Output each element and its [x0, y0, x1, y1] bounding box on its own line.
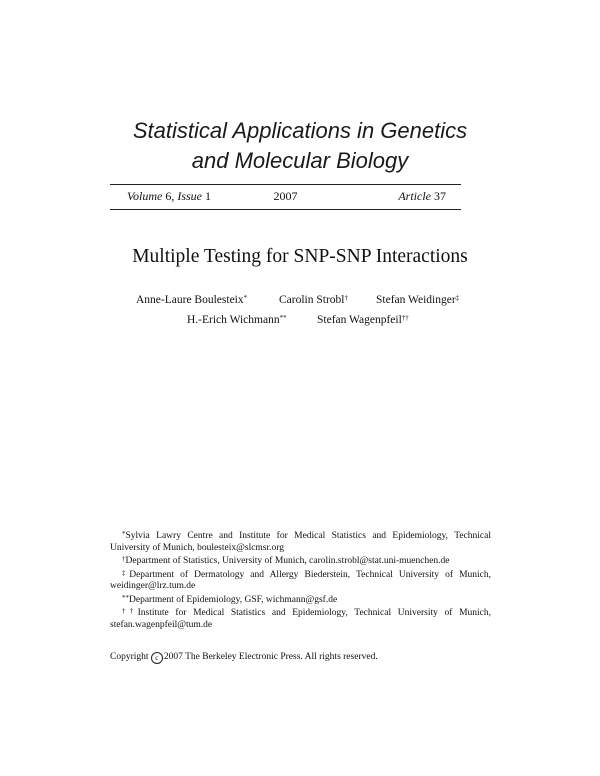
footnote [110, 531, 491, 554]
footnote-text: Department of Dermatology and Allergy Biederstein, Technical University of Munich, weidinger@lrz.tum.de [110, 569, 491, 591]
top-rule [110, 184, 461, 185]
issue-number: 1 [205, 189, 211, 203]
footnote-mark: ** [122, 593, 129, 602]
author-5 [317, 312, 409, 328]
footnote-mark: † [122, 555, 126, 563]
author-mark: ‡ [455, 294, 460, 302]
copyright-icon: c [151, 652, 163, 664]
year: 2007 [273, 189, 298, 203]
footnote-text: Department of Statistics, University of Munich, carolin.strobl@stat.uni-muenchen.de [125, 556, 450, 566]
copyright-text: 2007 The Berkeley Electronic Press. All rights reserved. [163, 652, 378, 662]
paper-title: Multiple Testing for SNP-SNP Interactions [132, 246, 468, 267]
journal-title [0, 116, 600, 176]
footnote-text: Institute for Medical Statistics and Epidemiology, Technical University of Munich, stefan.wagenpfeil@tum.de [110, 608, 492, 630]
volume-label: Volume [127, 189, 163, 203]
footnote [110, 570, 491, 593]
author-name: Carolin Strobl [279, 294, 345, 306]
article-label: Article [398, 189, 431, 203]
copyright-notice [110, 651, 378, 664]
author-name: Anne-Laure Boulesteix [136, 294, 244, 306]
author-1 [136, 292, 247, 308]
author-4 [187, 312, 287, 328]
affiliation-footnotes [110, 531, 491, 633]
footnote-mark: †† [122, 607, 138, 615]
issue-line [110, 187, 461, 205]
author-mark: †† [401, 314, 409, 322]
footnote-mark: ‡ [122, 568, 130, 577]
article-value: 37 [434, 189, 446, 203]
author-2 [279, 292, 348, 308]
bottom-rule [110, 209, 461, 210]
author-mark: ** [279, 314, 287, 322]
issue-label: Issue [177, 189, 202, 203]
footnote [110, 608, 491, 631]
author-mark: * [243, 294, 248, 302]
footnote-mark: * [122, 530, 126, 538]
footnote-text: Department of Epidemiology, GSF, wichmann@gsf.de [129, 594, 338, 605]
article-number [398, 187, 446, 205]
author-name: Stefan Wagenpfeil [317, 314, 402, 326]
author-3 [376, 292, 459, 308]
volume-issue: Volume 6, Issue 1 [127, 189, 211, 203]
footnote [110, 556, 491, 568]
volume-number: 6 [165, 189, 172, 203]
author-name: Stefan Weidinger [376, 294, 456, 306]
footnote [110, 595, 491, 607]
journal-title-line-2: and Molecular Biology [191, 148, 409, 173]
copyright-prefix: Copyright [110, 652, 149, 662]
journal-title-line-1: Statistical Applications in Genetics [132, 118, 468, 143]
footnote-text: Sylvia Lawry Centre and Institute for Medical Statistics and Epidemiology, Technical University of Munich, boulesteix@slcmsr.org [110, 531, 491, 553]
author-mark: † [344, 294, 348, 302]
author-name: H.-Erich Wichmann [187, 314, 280, 326]
